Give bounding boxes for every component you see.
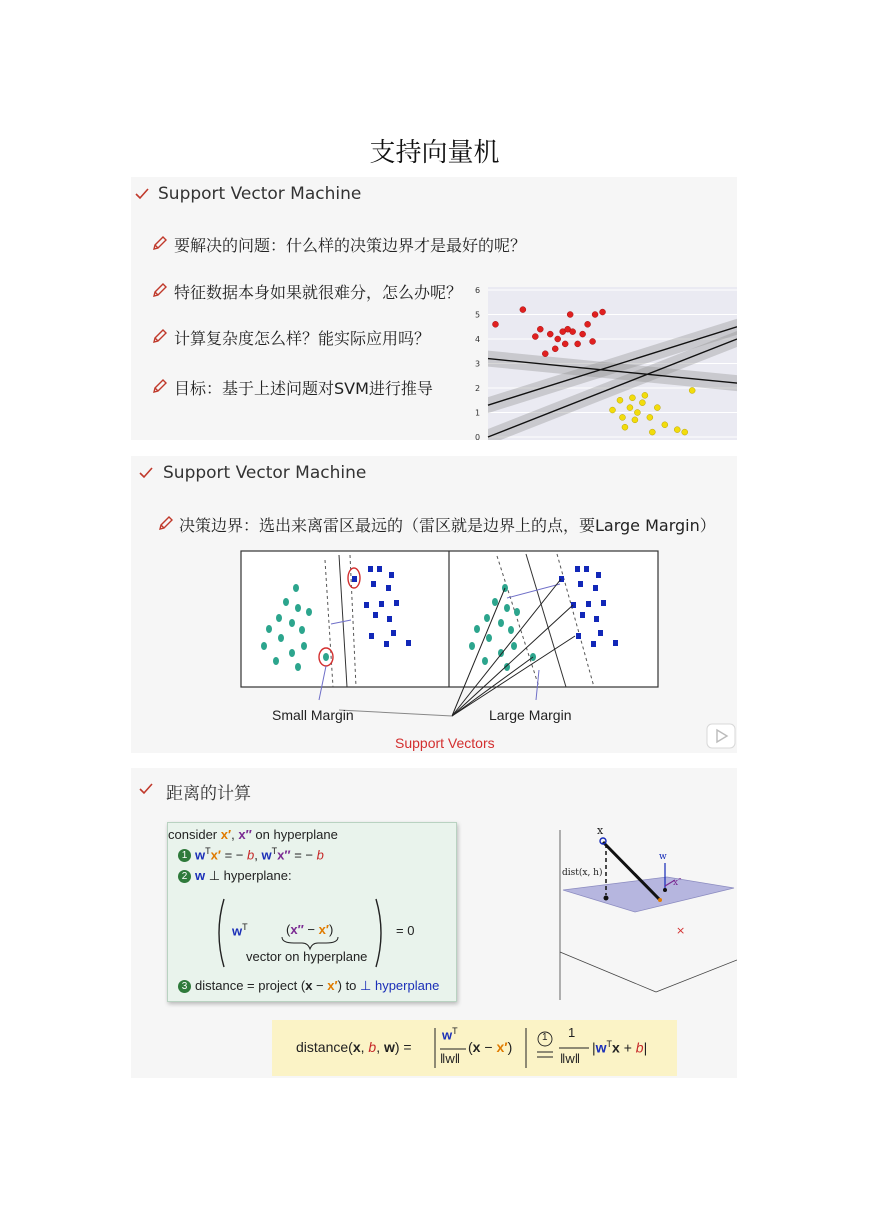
data-point: [537, 326, 543, 332]
checkmark-icon: [139, 782, 153, 796]
green-point: [289, 649, 295, 657]
slide-header: Support Vector Machine: [158, 184, 362, 204]
text: = −: [290, 847, 317, 863]
data-point: [547, 331, 553, 337]
blue-point: [596, 572, 601, 578]
data-point: [647, 414, 653, 420]
blue-point: [580, 612, 585, 618]
text: ,: [360, 1039, 369, 1055]
data-point: [492, 321, 498, 327]
data-point: [622, 424, 628, 430]
text: ): [507, 1039, 513, 1055]
pointer-line: [339, 710, 452, 716]
transpose: T: [452, 1026, 458, 1036]
data-point: [617, 397, 623, 403]
data-point: [627, 405, 633, 411]
slide-header: 距离的计算: [166, 784, 251, 804]
distance-label: dist(x, h): [562, 868, 603, 878]
checkmark-icon: [135, 187, 149, 201]
data-point: [642, 392, 648, 398]
bullet-text: 目标：基于上述问题对SVM进行推导: [174, 379, 433, 398]
data-point: [520, 307, 526, 313]
data-point: [575, 341, 581, 347]
support-vectors-label: Support Vectors: [395, 735, 495, 751]
text: ,: [254, 847, 262, 863]
distance-formula-box: [272, 1020, 677, 1076]
fraction-denominator: ‖w‖: [560, 1051, 581, 1066]
data-point: [542, 351, 548, 357]
y-tick-label: 2: [475, 384, 481, 393]
data-point: [682, 429, 688, 435]
blue-point: [369, 633, 374, 639]
y-tick-label: 3: [475, 359, 481, 369]
bullet-text: 特征数据本身如果就很难分，怎么办呢？: [174, 283, 463, 302]
x-prime-point: [658, 898, 662, 902]
blue-point: [584, 566, 589, 572]
bullet-text: 要解决的问题：什么样的决策边界才是最好的呢？: [174, 236, 527, 255]
x-vector: x: [472, 1039, 481, 1055]
blue-point: [586, 601, 591, 607]
blue-point: [389, 572, 394, 578]
perpendicular-hyperplane: ⊥ hyperplane: [360, 978, 440, 993]
data-point: [580, 331, 586, 337]
green-point: [482, 657, 488, 665]
text: ,: [376, 1039, 384, 1055]
blue-point: [593, 585, 598, 591]
green-point: [323, 653, 329, 661]
scatter-plot: [471, 277, 737, 440]
green-point: [498, 649, 504, 657]
hyperplane-diagram: [551, 820, 737, 1005]
step-1: [178, 846, 324, 862]
text: consider: [168, 827, 221, 842]
vector-difference: [286, 922, 333, 937]
blue-point: [371, 581, 376, 587]
vector-difference: [468, 1039, 512, 1055]
w-vector: w: [595, 1039, 607, 1056]
blue-point: [379, 601, 384, 607]
blue-point: [387, 616, 392, 622]
green-point: [484, 614, 490, 622]
x-vector: x: [612, 1039, 620, 1056]
step-number-badge: 2: [178, 870, 191, 883]
green-point: [504, 604, 510, 612]
w-vector: w: [232, 923, 243, 939]
small-margin-label: Small Margin: [272, 707, 354, 723]
fraction-denominator: ‖w‖: [440, 1051, 461, 1066]
data-point: [629, 395, 635, 401]
blue-point: [384, 641, 389, 647]
blue-point: [391, 630, 396, 636]
green-point: [301, 642, 307, 650]
text: = −: [220, 847, 248, 863]
text: +: [619, 1039, 636, 1056]
blue-point: [575, 566, 580, 572]
blue-point: [591, 641, 596, 647]
w-transpose: [232, 922, 248, 938]
pencil-icon: [152, 235, 168, 251]
blue-point: [352, 576, 357, 582]
slide-distance-computation: [131, 768, 737, 1078]
green-point: [306, 608, 312, 616]
data-point: [570, 329, 576, 335]
data-point: [674, 427, 680, 433]
text: (: [286, 922, 291, 937]
green-point: [278, 634, 284, 642]
blue-point: [601, 600, 606, 606]
text: (: [468, 1039, 473, 1055]
y-tick-label: 5: [475, 310, 481, 320]
green-point: [508, 626, 514, 634]
green-point: [469, 642, 475, 650]
formula-lhs: [296, 1039, 412, 1055]
circled-step-number: 1: [542, 1032, 548, 1043]
x-double-prime: x″: [290, 922, 304, 937]
blue-point: [613, 640, 618, 646]
step-2: [178, 868, 292, 884]
blue-point: [576, 633, 581, 639]
projection-point: [604, 896, 609, 901]
equals-zero: = 0: [396, 923, 415, 938]
orthogonality-expression: [214, 897, 394, 969]
text: ,: [231, 827, 239, 842]
text: on hyperplane: [251, 827, 338, 842]
text: ) =: [394, 1039, 412, 1055]
slide-decision-boundary: [131, 456, 737, 753]
blue-point: [594, 616, 599, 622]
b-var: b: [316, 847, 324, 863]
fraction-bar: [559, 1047, 589, 1049]
x-double-prime: x″: [238, 827, 252, 842]
cross-marker: ×: [676, 924, 686, 937]
step-number-badge: 3: [178, 980, 191, 993]
green-point: [514, 608, 520, 616]
green-point: [295, 604, 301, 612]
data-point: [639, 400, 645, 406]
text: −: [480, 1039, 497, 1055]
data-point: [532, 334, 538, 340]
consider-line: [168, 827, 338, 842]
green-point: [276, 614, 282, 622]
data-point: [610, 407, 616, 413]
y-tick-label: 1: [475, 408, 481, 418]
y-tick-label: 0: [475, 433, 481, 440]
x-vector: x: [305, 978, 313, 993]
point: [663, 888, 667, 892]
green-point: [299, 626, 305, 634]
w-vector: w: [195, 868, 206, 883]
text: ) to: [337, 978, 361, 993]
green-point: [486, 634, 492, 642]
blue-point: [364, 602, 369, 608]
data-point: [552, 346, 558, 352]
pencil-icon: [158, 515, 174, 531]
b-var: b: [247, 847, 255, 863]
pencil-icon: [152, 378, 168, 394]
step-number-badge: 1: [178, 849, 191, 862]
text: −: [312, 978, 328, 993]
data-point: [600, 309, 606, 315]
blue-point: [373, 612, 378, 618]
blue-point: [406, 640, 411, 646]
transpose: T: [606, 1039, 613, 1049]
data-point: [592, 312, 598, 318]
green-point: [273, 657, 279, 665]
data-point: [654, 405, 660, 411]
text: ): [329, 922, 334, 937]
w-vector: w: [195, 847, 206, 863]
text: distance(: [296, 1039, 353, 1055]
hyperplane-derivation-box: [167, 822, 457, 1002]
data-point: [689, 387, 695, 393]
y-tick-label: 6: [475, 286, 481, 295]
vector-on-hyperplane-label: vector on hyperplane: [246, 949, 368, 964]
slide-support-vector-machine-questions: [131, 177, 737, 440]
bullet-text: 决策边界：选出来离雷区最远的（雷区就是边界上的点，要Large Margin）: [179, 516, 716, 535]
x-double-prime: x″: [277, 847, 291, 863]
data-point: [662, 422, 668, 428]
data-point: [649, 429, 655, 435]
fraction-numerator: [442, 1026, 458, 1042]
data-point: [567, 312, 573, 318]
large-margin-label: Large Margin: [489, 707, 572, 723]
green-point: [511, 642, 517, 650]
green-point: [283, 598, 289, 606]
pencil-icon: [152, 282, 168, 298]
b-var: b: [635, 1039, 644, 1056]
green-point: [289, 619, 295, 627]
green-point: [492, 598, 498, 606]
blue-point: [571, 602, 576, 608]
blue-point: [394, 600, 399, 606]
data-point: [590, 338, 596, 344]
green-point: [266, 625, 272, 633]
w-vector: w: [442, 1027, 453, 1043]
x-vector: x: [352, 1039, 361, 1055]
data-point: [555, 336, 561, 342]
x-prime: x′: [210, 847, 221, 863]
x-double-prime-label: x″: [673, 878, 682, 888]
slide-header: Support Vector Machine: [163, 463, 367, 483]
bullet-text: 计算复杂度怎么样？能实际应用吗？: [174, 329, 431, 348]
page-title: 支持向量机: [369, 138, 500, 168]
x-prime: x′: [220, 827, 232, 842]
fraction-one: 1: [568, 1025, 576, 1040]
text: −: [303, 922, 319, 937]
text: ⊥ hyperplane:: [205, 868, 292, 883]
transpose: T: [242, 922, 248, 932]
blue-point: [386, 585, 391, 591]
blue-point: [377, 566, 382, 572]
transpose: T: [271, 846, 278, 856]
green-point: [261, 642, 267, 650]
data-point: [634, 410, 640, 416]
data-point: [562, 341, 568, 347]
blue-point: [578, 581, 583, 587]
green-point: [498, 619, 504, 627]
data-point: [632, 417, 638, 423]
x-prime: x′: [496, 1039, 508, 1055]
blue-point: [368, 566, 373, 572]
y-tick-label: 4: [475, 335, 481, 344]
axis-line: [656, 960, 737, 992]
green-point: [295, 663, 301, 671]
w-vector: w: [261, 847, 272, 863]
data-point: [585, 321, 591, 327]
x-prime: x′: [327, 978, 338, 993]
transpose: T: [205, 846, 211, 856]
pencil-icon: [152, 328, 168, 344]
axis-line: [560, 952, 656, 992]
absolute-value-term: $|w^Tx + b|$: [592, 1039, 648, 1056]
play-icon[interactable]: [705, 720, 737, 752]
blue-point: [598, 630, 603, 636]
w-label: w: [659, 852, 667, 862]
green-point: [474, 625, 480, 633]
step-3: [178, 978, 439, 994]
hyperplane: [563, 877, 734, 912]
x-prime: x′: [318, 922, 329, 937]
x-label: x: [597, 824, 604, 837]
text: distance = project (: [195, 978, 306, 993]
b-var: b: [368, 1039, 377, 1055]
green-point: [293, 584, 299, 592]
checkmark-icon: [139, 466, 153, 480]
data-point: [619, 414, 625, 420]
w-vector: w: [383, 1039, 395, 1055]
